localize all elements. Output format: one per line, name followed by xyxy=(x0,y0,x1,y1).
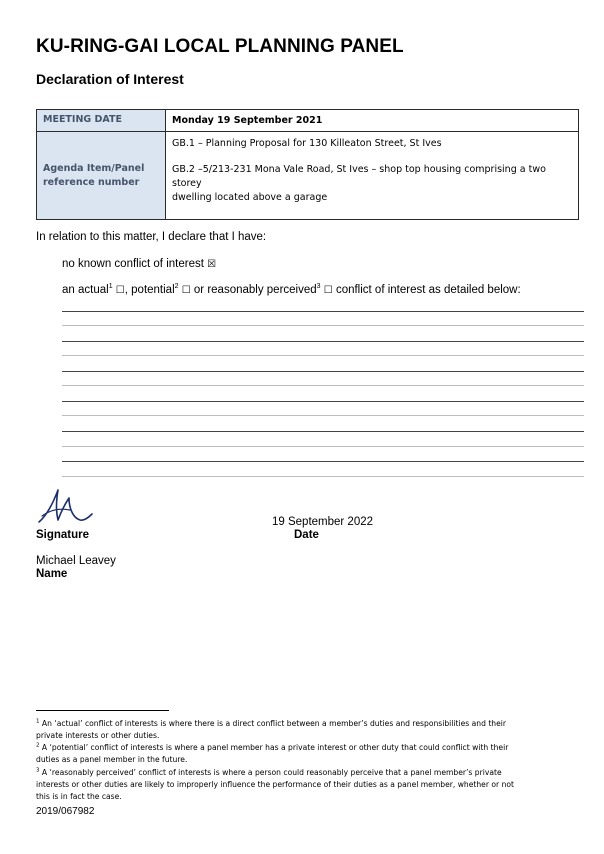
detail-line[interactable] xyxy=(62,311,584,312)
meeting-date-label: MEETING DATE xyxy=(37,110,166,132)
perceived-label: or reasonably perceived xyxy=(190,284,317,296)
detail-line[interactable] xyxy=(62,401,584,402)
name-label: Name xyxy=(36,568,68,580)
footnote-number: 3 xyxy=(36,767,40,774)
footnote-number: 2 xyxy=(36,742,40,749)
page-title: KU-RING-GAI LOCAL PLANNING PANEL xyxy=(36,36,404,57)
option-conflict xyxy=(62,284,521,296)
detail-line[interactable] xyxy=(62,461,584,462)
actual-label: an actual xyxy=(62,284,109,296)
footnote-1: $^1$ An ‘actual’ conflict of interests is where there is a direct conflict between a member’s duties and responsibilities and their private interests or other duties. xyxy=(36,718,507,740)
checked-checkbox-icon[interactable]: ☒ xyxy=(207,259,217,270)
conflict-detail-label: conflict of interest as detailed below: xyxy=(335,284,521,296)
detail-line[interactable] xyxy=(62,446,584,447)
agenda-item-gb2-line1: GB.2 –5/213-231 Mona Vale Road, St Ives – shop top housing comprising a two storey xyxy=(172,164,546,189)
detail-line[interactable] xyxy=(62,476,584,477)
footnote-2: $^2$ A ‘potential’ conflict of interests is where a panel member has a private interest or other duty that could conflict with their duties as a panel member in the future. xyxy=(36,742,509,764)
footnote-number: 1 xyxy=(36,718,40,725)
page-subtitle: Declaration of Interest xyxy=(36,71,184,87)
meeting-details-table xyxy=(36,109,579,220)
perceived-checkbox-icon[interactable]: ☐ xyxy=(323,285,333,296)
potential-label: , potential xyxy=(124,284,175,296)
agenda-item-gb1: GB.1 – Planning Proposal for 130 Killeaton Street, St Ives xyxy=(172,138,442,149)
signature-label: Signature xyxy=(36,529,90,541)
agenda-label-line2: reference number xyxy=(43,176,140,188)
meeting-date-value: Monday 19 September 2021 xyxy=(166,110,579,132)
footnote-ref-2: 2 xyxy=(174,283,179,291)
handwritten-signature xyxy=(36,486,94,528)
date-label: Date xyxy=(294,529,319,541)
document-reference: 2019/067982 xyxy=(36,806,95,817)
footnote-3: $^3$ A ‘reasonably perceived’ conflict of interests is where a person could reasonably perceive that a panel member’s private interests or other duties are likely to improperly influence the performance of their duties as a panel member, whether or not this is in fact the case. xyxy=(36,767,515,801)
date-value: 19 September 2022 xyxy=(272,516,374,528)
agenda-item-gb2-line2: dwelling located above a garage xyxy=(172,192,328,203)
declaration-intro: In relation to this matter, I declare that I have: xyxy=(36,231,267,243)
detail-line[interactable] xyxy=(62,341,584,342)
potential-checkbox-icon[interactable]: ☐ xyxy=(181,285,191,296)
option-no-conflict xyxy=(62,258,216,270)
footnote-ref-3: 3 xyxy=(316,283,321,291)
agenda-item-label xyxy=(37,132,166,220)
detail-line[interactable] xyxy=(62,325,584,326)
detail-line[interactable] xyxy=(62,371,584,372)
detail-line[interactable] xyxy=(62,385,584,386)
name-value: Michael Leavey xyxy=(36,555,116,567)
footnote-ref-1: 1 xyxy=(108,283,113,291)
footnote-divider xyxy=(36,710,169,711)
table-row xyxy=(37,132,579,220)
table-row xyxy=(37,110,579,132)
detail-line[interactable] xyxy=(62,415,584,416)
agenda-items-cell xyxy=(166,132,579,220)
detail-line[interactable] xyxy=(62,431,584,432)
agenda-label-line1: Agenda Item/Panel xyxy=(43,162,145,174)
actual-checkbox-icon[interactable]: ☐ xyxy=(115,285,125,296)
option-no-conflict-label: no known conflict of interest xyxy=(62,258,204,270)
detail-line[interactable] xyxy=(62,355,584,356)
